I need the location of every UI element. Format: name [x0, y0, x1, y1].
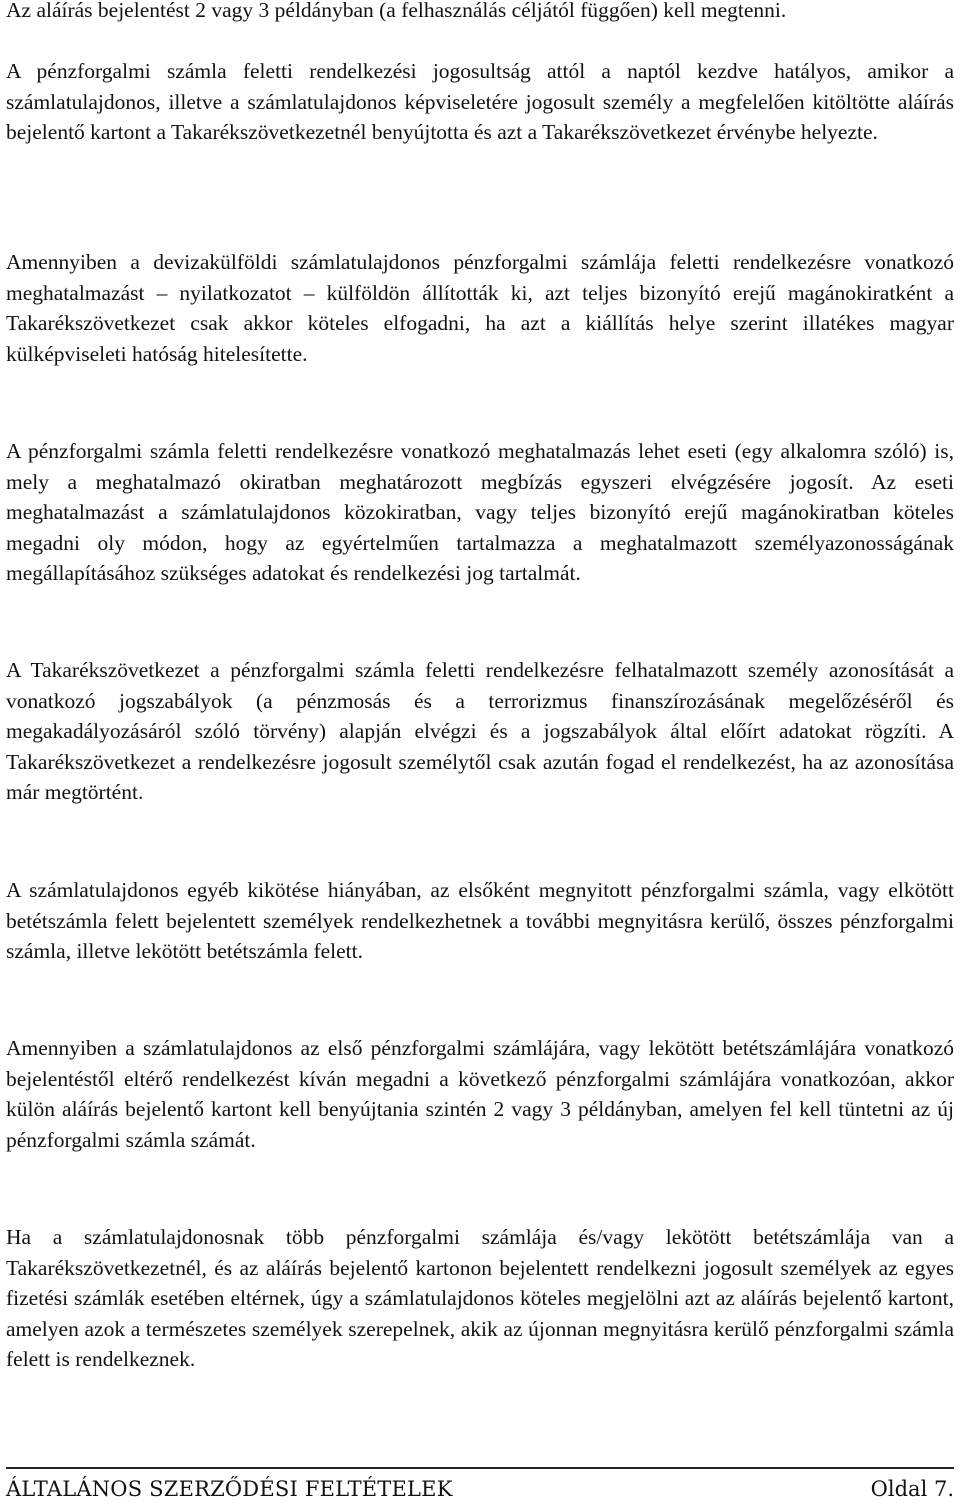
paragraph-multiple-accounts: Ha a számlatulajdonosnak több pénzforgalmi számlája és/vagy lekötött betétszámlája van a Takarékszövetkezetnél, és az aláírás bejelentő kartonon bejelentett rendelkezni jogosult személyek az egyes fizetési számlák esetében eltérnek, úgy a számlatulajdonos köteles megjelölni azt az aláírás bejelentő kartont, amelyen azok a természetes személyek szerepelnek, akik az újonnan megnyitásra kerülő pénzforgalmi számla felett is rendelkeznek.	[6, 1225, 954, 1372]
paragraph-signature-copies: Az aláírás bejelentést 2 vagy 3 példányban (a felhasználás céljától függően) kell megtenni.	[6, 0, 787, 22]
footer-divider	[6, 1467, 954, 1469]
page-footer	[6, 1474, 954, 1504]
footer-page-number: Oldal 7.	[870, 1477, 954, 1501]
paragraph-foreign-authorization: Amennyiben a devizakülföldi számlatulajdonos pénzforgalmi számlája feletti rendelkezésre vonatkozó meghatalmazást – nyilatkozatot – külföldön állították ki, azt teljes bizonyító erejű magánokiratként a Takarékszövetkezet csak akkor köteles elfogadni, ha azt a kiállítás helye szerint illatékes magyar külképviseleti hatóság hitelesítette.	[6, 250, 954, 366]
paragraph-first-account-rule: A számlatulajdonos egyéb kikötése hiányában, az elsőként megnyitott pénzforgalmi számla, vagy elkötött betétszámla felett bejelentett személyek rendelkezhetnek a további megnyitásra kerülő, összes pénzforgalmi számla, illetve lekötött betétszámla felett.	[6, 878, 954, 964]
paragraph-different-signature: Amennyiben a számlatulajdonos az első pénzforgalmi számlájára, vagy lekötött betétszámlájára vonatkozó bejelentéstől eltérő rendelkezést kíván megadni a következő pénzforgalmi számlájára vonatkozóan, akkor külön aláírás bejelentő kartont kell benyújtania szintén 2 vagy 3 példányban, amelyen fel kell tüntetni az új pénzforgalmi számla számát.	[6, 1036, 954, 1152]
paragraph-one-time-authorization: A pénzforgalmi számla feletti rendelkezésre vonatkozó meghatalmazás lehet eseti (egy alkalomra szóló) is, mely a meghatalmazó okiratban meghatározott megbízás egyszeri elvégzésére jogosít. Az eseti meghatalmazást a számlatulajdonos közokiratban, vagy teljes bizonyító erejű magánokiratban köteles megadni oly módon, hogy az egyértelműen tartalmazza a meghatalmazott személyazonosságának megállapításához szükséges adatokat és rendelkezési jog tartalmát.	[6, 439, 954, 586]
paragraph-identification: A Takarékszövetkezet a pénzforgalmi számla feletti rendelkezésre felhatalmazott személy azonosítását a vonatkozó jogszabályok (a pénzmosás és a terrorizmus finanszírozásának megelőzéséről és megakadályozásáról szóló törvény) alapján elvégzi és a jogszabályok által előírt adatokat rögzíti. A Takarékszövetkezet a rendelkezésre jogosult személytől csak azután fogad el rendelkezést, ha az azonosítása már megtörtént.	[6, 658, 954, 805]
footer-title: ÁLTALÁNOS SZERZŐDÉSI FELTÉTELEK	[6, 1477, 453, 1501]
paragraph-authority-effective: A pénzforgalmi számla feletti rendelkezési jogosultság attól a naptól kezdve hatályos, amikor a számlatulajdonos, illetve a számlatulajdonos képviseletére jogosult személy a megfelelően kitöltötte aláírás bejelentő kartont a Takarékszövetkezetnél benyújtotta és azt a Takarékszövetkezet érvénybe helyezte.	[6, 59, 954, 145]
